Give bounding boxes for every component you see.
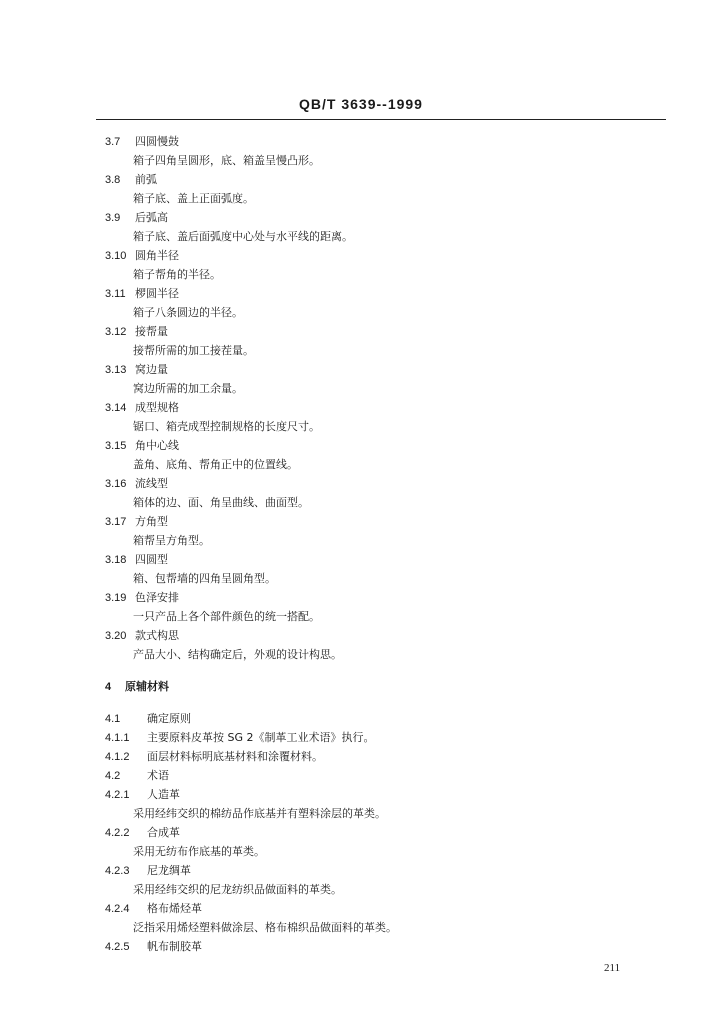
term-definition: 采用经纬交织的棉纺品作底基并有塑料涂层的革类。: [133, 807, 386, 820]
clause-number: 3.20: [105, 630, 127, 642]
term-definition: 箱子帮角的半径。: [133, 268, 221, 281]
term-name: 成型规格: [135, 401, 179, 414]
clause-number: 4.2.3: [105, 865, 130, 877]
term-definition: 箱子底、盖后面弧度中心处与水平线的距离。: [133, 230, 353, 243]
term-heading: [105, 398, 665, 417]
term-name: 接帮量: [135, 325, 168, 338]
clause-number: 3.11: [105, 288, 126, 300]
term-definition: 箱子底、盖上正面弧度。: [133, 192, 254, 205]
term-name: 四圆慢鼓: [135, 135, 179, 148]
chapter-heading: [105, 677, 665, 696]
term-name: 后弧高: [135, 211, 168, 224]
term-heading: [105, 284, 665, 303]
term-definition: 产品大小、结构确定后，外观的设计构思。: [133, 648, 342, 661]
clause-heading: [105, 728, 665, 747]
clause-heading: [105, 709, 665, 728]
clause-number: 4.2.1: [105, 789, 130, 801]
term-heading: [105, 170, 665, 189]
term-heading: [105, 436, 665, 455]
clause-number: 3.16: [105, 478, 127, 490]
clause-text: 主要原料皮革按 SG 2《制革工业术语》执行。: [147, 731, 375, 744]
term-heading: [105, 588, 665, 607]
clause-number: 3.8: [105, 174, 121, 186]
clause-heading: [105, 899, 665, 918]
clause-number: 4.2.5: [105, 941, 130, 953]
term-definition: 箱子四角呈圆形，底、箱盖呈慢凸形。: [133, 154, 320, 167]
chapter-number: 4: [105, 681, 112, 693]
clause-heading: [105, 766, 665, 785]
term-definition: 泛指采用烯烃塑料做涂层、格布棉织品做面料的革类。: [133, 921, 397, 934]
clause-number: 4.2.4: [105, 903, 130, 915]
term-name: 四圆型: [135, 553, 168, 566]
clause-number: 3.17: [105, 516, 127, 528]
term-heading: [105, 246, 665, 265]
term-definition: 窝边所需的加工余量。: [133, 382, 243, 395]
clause-text: 确定原则: [147, 712, 191, 725]
term-name: 角中心线: [135, 439, 179, 452]
term-heading: [105, 360, 665, 379]
term-heading: [105, 550, 665, 569]
term-definition: 一只产品上各个部件颜色的统一搭配。: [133, 610, 320, 623]
term-definition: 采用无纺布作底基的革类。: [133, 845, 265, 858]
clause-text: 面层材料标明底基材料和涂覆材料。: [147, 750, 323, 763]
clause-heading: [105, 785, 665, 804]
term-name: 帆布制胶革: [147, 940, 202, 953]
term-heading: [105, 512, 665, 531]
document-code-header: QB/T 3639--1999: [299, 96, 423, 112]
clause-heading: [105, 937, 665, 956]
term-name: 尼龙绸革: [147, 864, 191, 877]
term-name: 方角型: [135, 515, 168, 528]
term-heading: [105, 322, 665, 341]
term-name: 椤圆半径: [135, 287, 179, 300]
clause-number: 3.12: [105, 326, 127, 338]
clause-heading: [105, 823, 665, 842]
term-definition: 箱、包帮墙的四角呈圆角型。: [133, 572, 276, 585]
term-heading: [105, 626, 665, 645]
term-name: 格布烯烃革: [147, 902, 202, 915]
term-name: 人造革: [147, 788, 180, 801]
term-name: 色泽安排: [135, 591, 179, 604]
section-gap: [105, 696, 665, 709]
term-definition: 采用经纬交织的尼龙纺织品做面料的革类。: [133, 883, 342, 896]
clause-heading: [105, 747, 665, 766]
clause-number: 3.13: [105, 364, 127, 376]
term-heading: [105, 208, 665, 227]
clause-heading: [105, 861, 665, 880]
term-definition: 接帮所需的加工接茬量。: [133, 344, 254, 357]
term-name: 圆角半径: [135, 249, 179, 262]
term-definition: 箱帮呈方角型。: [133, 534, 210, 547]
clause-number: 3.9: [105, 212, 121, 224]
clause-text: 术语: [147, 769, 169, 782]
term-heading: [105, 474, 665, 493]
section-gap: [105, 664, 665, 677]
term-heading: [105, 132, 665, 151]
term-name: 合成革: [147, 826, 180, 839]
term-name: 流线型: [135, 477, 168, 490]
term-name: 款式构思: [135, 629, 179, 642]
term-definition: 盖角、底角、帮角正中的位置线。: [133, 458, 298, 471]
page-content: [105, 132, 665, 956]
term-definition: 箱体的边、面、角呈曲线、曲面型。: [133, 496, 309, 509]
clause-number: 4.1: [105, 713, 121, 725]
clause-number: 3.14: [105, 402, 127, 414]
term-name: 窝边量: [135, 363, 168, 376]
term-definition: 锯口、箱壳成型控制规格的长度尺寸。: [133, 420, 320, 433]
page-number: 211: [604, 962, 621, 974]
clause-number: 4.2.2: [105, 827, 130, 839]
clause-number: 3.19: [105, 592, 127, 604]
clause-number: 4.2: [105, 770, 121, 782]
header-rule: [96, 119, 666, 120]
clause-number: 3.18: [105, 554, 127, 566]
clause-number: 4.1.1: [105, 732, 130, 744]
term-name: 前弧: [135, 173, 157, 186]
clause-number: 3.10: [105, 250, 127, 262]
chapter-title: 原辅材料: [125, 680, 169, 693]
clause-number: 4.1.2: [105, 751, 130, 763]
clause-number: 3.15: [105, 440, 127, 452]
clause-number: 3.7: [105, 136, 121, 148]
term-definition: 箱子八条圆边的半径。: [133, 306, 243, 319]
